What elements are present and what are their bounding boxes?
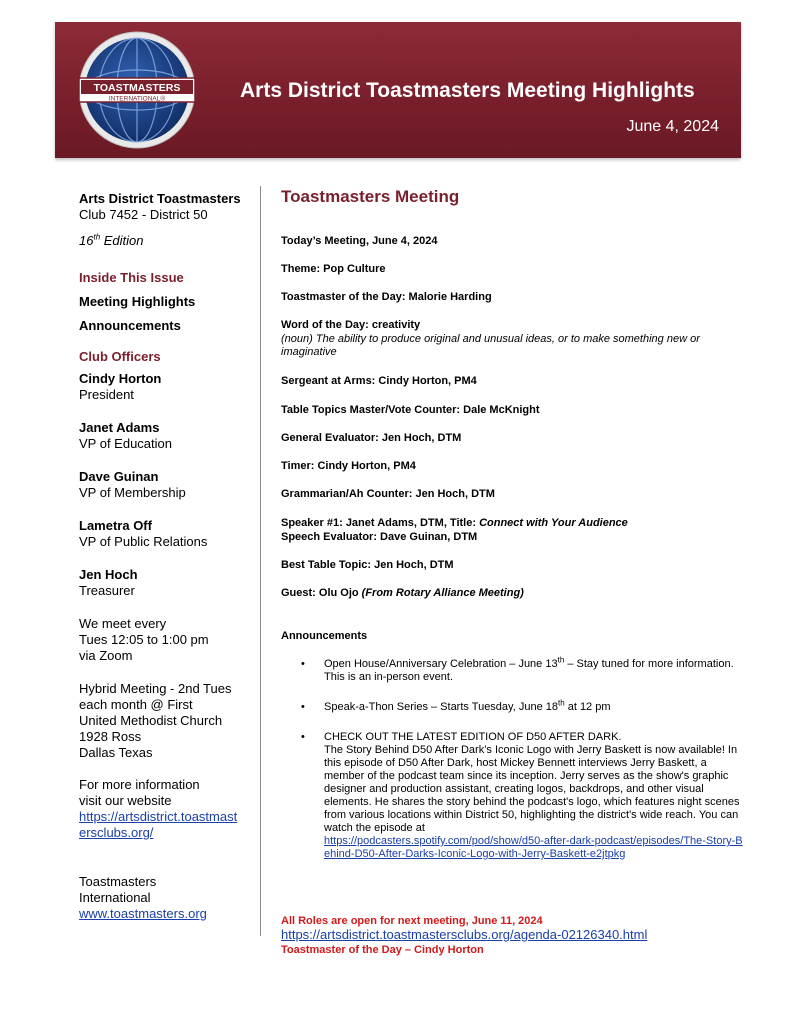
speech-evaluator: Speech Evaluator: Dave Guinan, DTM bbox=[281, 531, 478, 543]
inside-item: Meeting Highlights bbox=[79, 294, 196, 309]
inside-heading: Inside This Issue bbox=[79, 270, 184, 285]
podcast-link[interactable]: https://podcasters.spotify.com/pod/show/d50-after-dark-podcast/episodes/The-Story-Behind-D50-After-Darks-Iconic-Logo-with-Jerry-Baskett-e2jtpkg bbox=[324, 835, 743, 860]
announcements-heading: Announcements bbox=[281, 630, 368, 642]
hybrid-meeting-info: Hybrid Meeting - 2nd Tues each month @ First United Methodist Church 1928 Ross Dallas Texas bbox=[79, 681, 232, 760]
theme: Theme: Pop Culture bbox=[281, 263, 386, 275]
club-info: Club 7452 - District 50 bbox=[79, 207, 208, 222]
officer: Jen Hoch Treasurer bbox=[79, 567, 138, 598]
grammarian: Grammarian/Ah Counter: Jen Hoch, DTM bbox=[281, 488, 495, 500]
next-toastmaster: Toastmaster of the Day – Cindy Horton bbox=[281, 944, 484, 956]
svg-text:TOASTMASTERS: TOASTMASTERS bbox=[93, 82, 181, 94]
roles-open-notice: All Roles are open for next meeting, June 11, 2024 bbox=[281, 915, 543, 927]
toastmaster-of-day: Toastmaster of the Day: Malorie Harding bbox=[281, 291, 492, 303]
section-heading: Toastmasters Meeting bbox=[281, 187, 460, 206]
officer: Cindy Horton President bbox=[79, 371, 162, 402]
edition: 16th Edition bbox=[79, 232, 144, 248]
header-banner bbox=[55, 22, 741, 158]
club-name: Arts District Toastmasters bbox=[79, 191, 241, 206]
word-of-day: Word of the Day: creativity bbox=[281, 319, 421, 331]
general-evaluator: General Evaluator: Jen Hoch, DTM bbox=[281, 432, 462, 444]
meeting-schedule: We meet every Tues 12:05 to 1:00 pm via Zoom bbox=[79, 616, 209, 663]
word-definition: (noun) The ability to produce original and unusual ideas, or to make something new or imaginative bbox=[281, 333, 700, 358]
officer: Lametra Off VP of Public Relations bbox=[79, 518, 208, 549]
agenda-link[interactable]: https://artsdistrict.toastmastersclubs.org/agenda-02126340.html bbox=[281, 927, 648, 942]
d50-after-dark-body: The Story Behind D50 After Dark’s Iconic Logo with Jerry Baskett is now available! In this episode of D50 After Dark, host Mickey Bennett interviews Jerry Baskett, a member of the podcast team since its inception. Jerry serves as the show's graphic designer and production assistant, creating logos, backdrops, and other visual elements. He shares the story behind the podcast's logo, which features night scenes from various locations within District 50, highlighting the district's wide reach. You can watch the episode at bbox=[324, 744, 740, 834]
sergeant-at-arms: Sergeant at Arms: Cindy Horton, PM4 bbox=[281, 375, 477, 387]
todays-meeting: Today’s Meeting, June 4, 2024 bbox=[281, 235, 438, 247]
main-content: Toastmasters Meeting Today’s Meeting, June 4, 2024 Theme: Pop Culture Toastmaster of the Day: Malorie Harding Word of the Day: creativity (noun) The ability to produce original and unusual ideas, or to make something new or imaginative Sergeant at Arms: Cindy Horton, PM4 Table Topics Master/Vote Counter: Dale McKnight General Evaluator: Jen Hoch, DTM Timer: Cindy Horton, PM4 Grammarian/Ah Counter: Jen Hoch, DTM Speaker #1: Janet Adams, DTM, Title: Connect with Your Audience Speech Evaluator: Dave Guinan, DTM Best Table Topic: Jen Hoch, DTM Guest: Olu Ojo (From Rotary Alliance Meeting) Announcements • Open House/Anniversary Celebration – June 13th – Stay tuned for more information. This is an in-person event. • Speak-a-Thon Series – Starts Tuesday, June 18th at 12 pm • CHECK OUT THE LATEST EDITION OF D50 AFTER DARK. The Story Behind D50 After Dark’s Iconic Logo with Jerry Baskett is now available! In this episode of D50 After Dark, host Mickey Bennett interviews Jerry Baskett, a member of the podcast team since its inception. Jerry serves as the show's graphic designer and production assistant, creating logos, backdrops, and other visual elements. He shares the story behind the podcast's logo, which features night scenes from various locations within District 50, highlighting the district's wide reach. You can watch the episode at https://podcasters.spotify.com/pod/show/d50-after-dark-podcast/episodes/The-Story-Behind-D50-After-Darks-Iconic-Logo-with-Jerry-Baskett-e2jtpkg All Roles are open for next meeting, June 11, 2024 https://artsdistrict.toastmastersclubs.org/agenda-02126340.html Toastmaster of the Day – Cindy Horton bbox=[281, 187, 743, 956]
officers-heading: Club Officers bbox=[79, 349, 161, 364]
bullet-icon: • bbox=[301, 701, 305, 713]
best-table-topic: Best Table Topic: Jen Hoch, DTM bbox=[281, 559, 454, 571]
officer: Dave Guinan VP of Membership bbox=[79, 469, 186, 500]
speaker: Speaker #1: Janet Adams, DTM, Title: Connect with Your Audience bbox=[281, 517, 628, 529]
toastmasters-logo bbox=[77, 30, 197, 150]
intl-label: Toastmasters International bbox=[79, 874, 157, 905]
inside-item: Announcements bbox=[79, 318, 181, 333]
more-info: For more information visit our website bbox=[79, 777, 200, 808]
officer: Janet Adams VP of Education bbox=[79, 420, 172, 451]
bullet-icon: • bbox=[301, 731, 305, 743]
newsletter-date: June 4, 2024 bbox=[626, 118, 719, 135]
newsletter-title: Arts District Toastmasters Meeting Highlights bbox=[240, 79, 695, 102]
bullet-icon: • bbox=[301, 658, 305, 670]
timer: Timer: Cindy Horton, PM4 bbox=[281, 460, 416, 472]
d50-after-dark-heading: CHECK OUT THE LATEST EDITION OF D50 AFTER DARK. bbox=[324, 731, 622, 743]
guest: Guest: Olu Ojo (From Rotary Alliance Meeting) bbox=[281, 587, 524, 599]
column-divider bbox=[260, 186, 261, 936]
sidebar bbox=[79, 191, 249, 922]
club-website-link[interactable]: https://artsdistrict.toastmastersclubs.org/ bbox=[79, 809, 238, 840]
svg-text:INTERNATIONAL®: INTERNATIONAL® bbox=[108, 95, 166, 103]
table-topics-master: Table Topics Master/Vote Counter: Dale McKnight bbox=[281, 404, 540, 416]
toastmasters-org-link[interactable]: www.toastmasters.org bbox=[79, 906, 207, 921]
